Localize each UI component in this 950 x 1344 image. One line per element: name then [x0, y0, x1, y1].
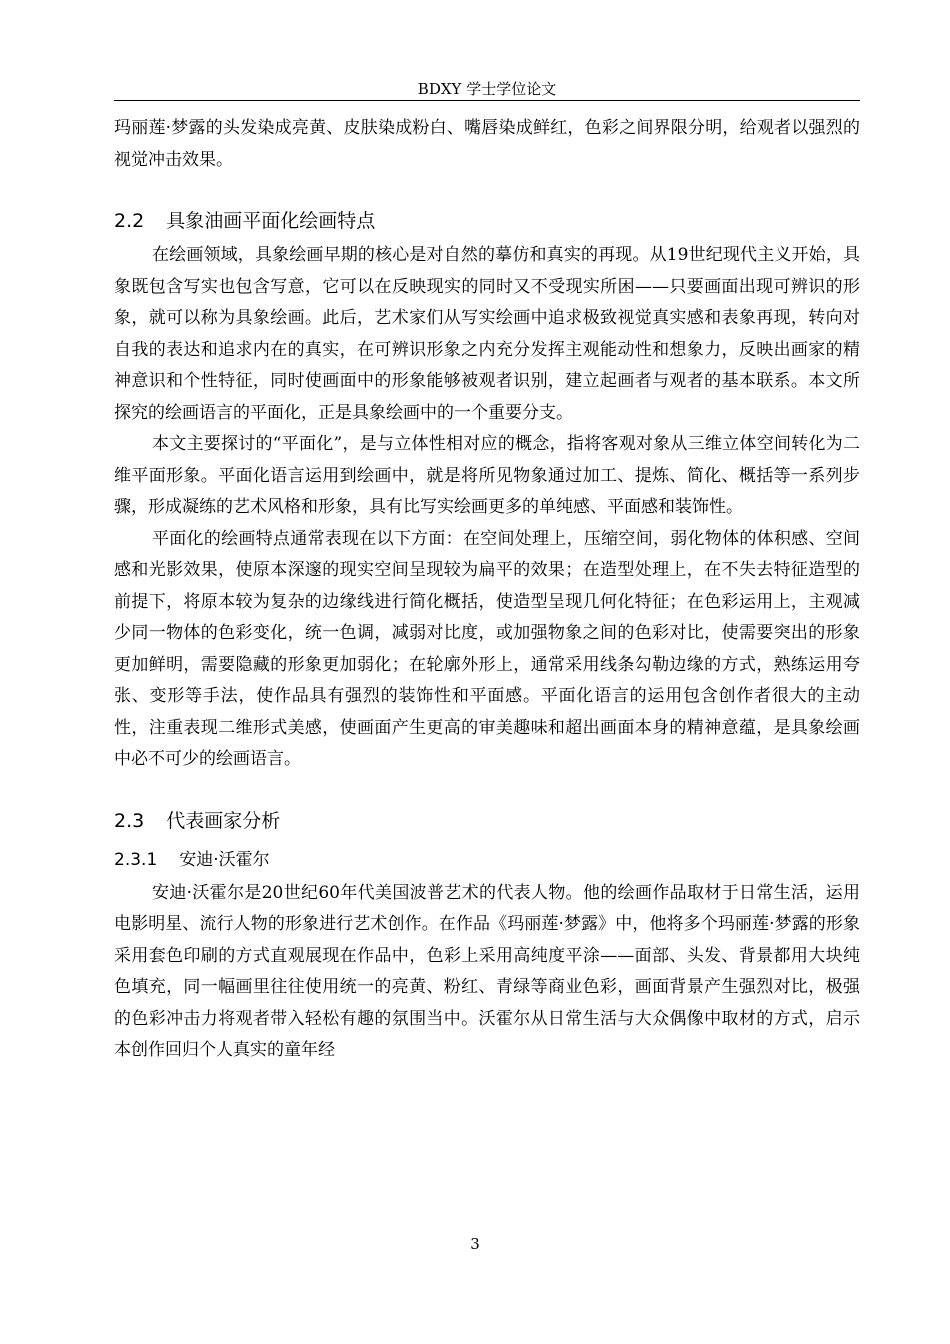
- paragraph: 在绘画领域，具象绘画早期的核心是对自然的摹仿和真实的再现。从19世纪现代主义开始，具象既包含写实也包含写意，它可以在反映现实的同时又不受现实所困——只要画面出现可辨识的形象，就可以称为具象绘画。此后，艺术家们从写实绘画中追求极致视觉真实感和表象再现，转向对自我的表达和追求内在的真实，在可辨识形象之内充分发挥主观能动性和想象力，反映出画家的精神意识和个性特征，同时使画面中的形象能够被观者识别，建立起画者与观者的基本联系。本文所探究的绘画语言的平面化，正是具象绘画中的一个重要分支。: [114, 245, 860, 423]
- header-rule: [114, 100, 860, 101]
- section-title: 代表画家分析: [166, 809, 281, 832]
- subsection-heading-2-3-1: [114, 844, 860, 876]
- section-number: 2.2: [114, 210, 145, 232]
- page-number: 3: [470, 1235, 480, 1253]
- running-header: BDXY 学士学位论文: [417, 80, 557, 98]
- subsection-title: 安迪·沃霍尔: [179, 849, 270, 870]
- paragraph: 本文主要探讨的“平面化”，是与立体性相对应的概念，指将客观对象从三维立体空间转化为二维平面形象。平面化语言运用到绘画中，就是将所见物象通过加工、提炼、简化、概括等一系列步骤，形成凝练的艺术风格和形象，具有比写实绘画更多的单纯感、平面感和装饰性。: [114, 434, 860, 517]
- paragraph: 平面化的绘画特点通常表现在以下方面：在空间处理上，压缩空间，弱化物体的体积感、空间感和光影效果，使原本深邃的现实空间呈现较为扁平的效果；在造型处理上，在不失去特征造型的前提下，将原本较为复杂的边缘线进行简化概括，使造型呈现几何化特征；在色彩运用上，主观减少同一物体的色彩变化，统一色调，减弱对比度，或加强物象之间的色彩对比，使需要突出的形象更加鲜明，需要隐藏的形象更加弱化；在轮廓外形上，通常采用线条勾勒边缘的方式，熟练运用夸张、变形等手法，使作品具有强烈的装饰性和平面感。平面化语言的运用包含创作者很大的主动性，注重表现二维形式美感，使画面产生更高的审美趣味和超出画面本身的精神意蕴，是具象绘画中必不可少的绘画语言。: [114, 528, 860, 769]
- section-number: 2.3: [114, 809, 145, 832]
- section-title: 具象油画平面化绘画特点: [166, 210, 376, 232]
- body-text: [114, 113, 860, 1067]
- paragraph: 安迪·沃霍尔是20世纪60年代美国波普艺术的代表人物。他的绘画作品取材于日常生活，运用电影明星、流行人物的形象进行艺术创作。在作品《玛丽莲·梦露》中，他将多个玛丽莲·梦露的形象采用套色印刷的方式直观展现在作品中，色彩上采用高纯度平涂——面部、头发、背景都用大块纯色填充，同一幅画里往往使用统一的亮黄、粉红、青绿等商业色彩，画面背景产生强烈对比，极强的色彩冲击力将观者带入轻松有趣的氛围当中。沃霍尔从日常生活与大众偶像中取材的方式，启示本创作回归个人真实的童年经: [114, 882, 860, 1060]
- section-heading-2-3: [114, 804, 860, 838]
- paragraph: 玛丽莲·梦露的头发染成亮黄、皮肤染成粉白、嘴唇染成鲜红，色彩之间界限分明，给观者以强烈的视觉冲击效果。: [114, 118, 860, 170]
- section-heading-2-2: [114, 204, 860, 238]
- subsection-number: 2.3.1: [114, 849, 158, 870]
